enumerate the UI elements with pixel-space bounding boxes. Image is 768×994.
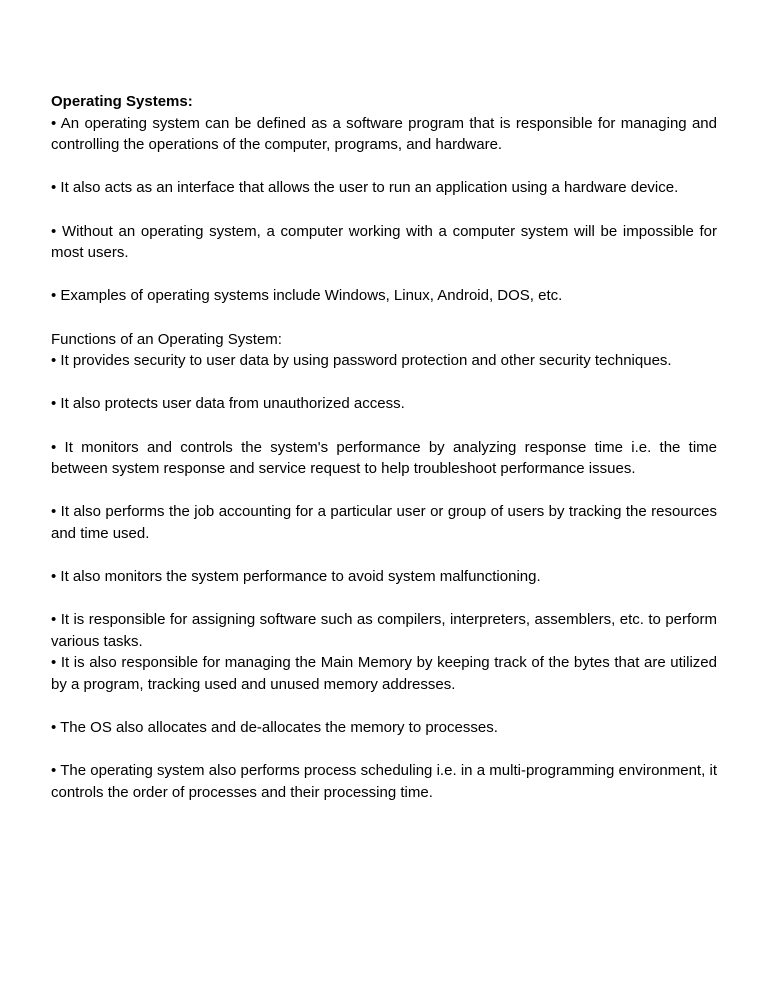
- functions-heading: Functions of an Operating System:: [51, 330, 282, 348]
- function-bullet: • It also performs the job accounting for a particular user or group of users by tracking the resources and time used.: [51, 503, 717, 542]
- function-bullet: • It also monitors the system performance to avoid system malfunctioning.: [51, 568, 541, 586]
- function-bullet: • It also protects user data from unauthorized access.: [51, 395, 405, 413]
- function-bullet: • The OS also allocates and de-allocates the memory to processes.: [51, 719, 498, 737]
- function-bullet: • It is also responsible for managing the Main Memory by keeping track of the bytes that are utilized by a program, tracking used and unused memory addresses.: [51, 654, 717, 694]
- document-title: Operating Systems:: [51, 93, 193, 110]
- function-bullet: • It provides security to user data by using password protection and other security techniques.: [51, 352, 672, 370]
- function-bullet: • It monitors and controls the system's performance by analyzing response time i.e. the time between system response and service request to help troubleshoot performance issues.: [51, 438, 717, 478]
- intro-bullet: • An operating system can be defined as a software program that is responsible for managing and controlling the operations of the computer, programs, and hardware.: [51, 114, 717, 154]
- function-bullet: • It is responsible for assigning software such as compilers, interpreters, assemblers, etc. to perform various tasks.: [51, 611, 717, 650]
- document-page: [51, 91, 717, 804]
- intro-bullet: • Without an operating system, a computer working with a computer system will be impossible for most users.: [51, 222, 717, 262]
- function-bullet: • The operating system also performs process scheduling i.e. in a multi-programming environment, it controls the order of processes and their processing time.: [51, 762, 717, 801]
- intro-bullet: • It also acts as an interface that allows the user to run an application using a hardware device.: [51, 179, 679, 197]
- intro-bullet: • Examples of operating systems include Windows, Linux, Android, DOS, etc.: [51, 287, 563, 305]
